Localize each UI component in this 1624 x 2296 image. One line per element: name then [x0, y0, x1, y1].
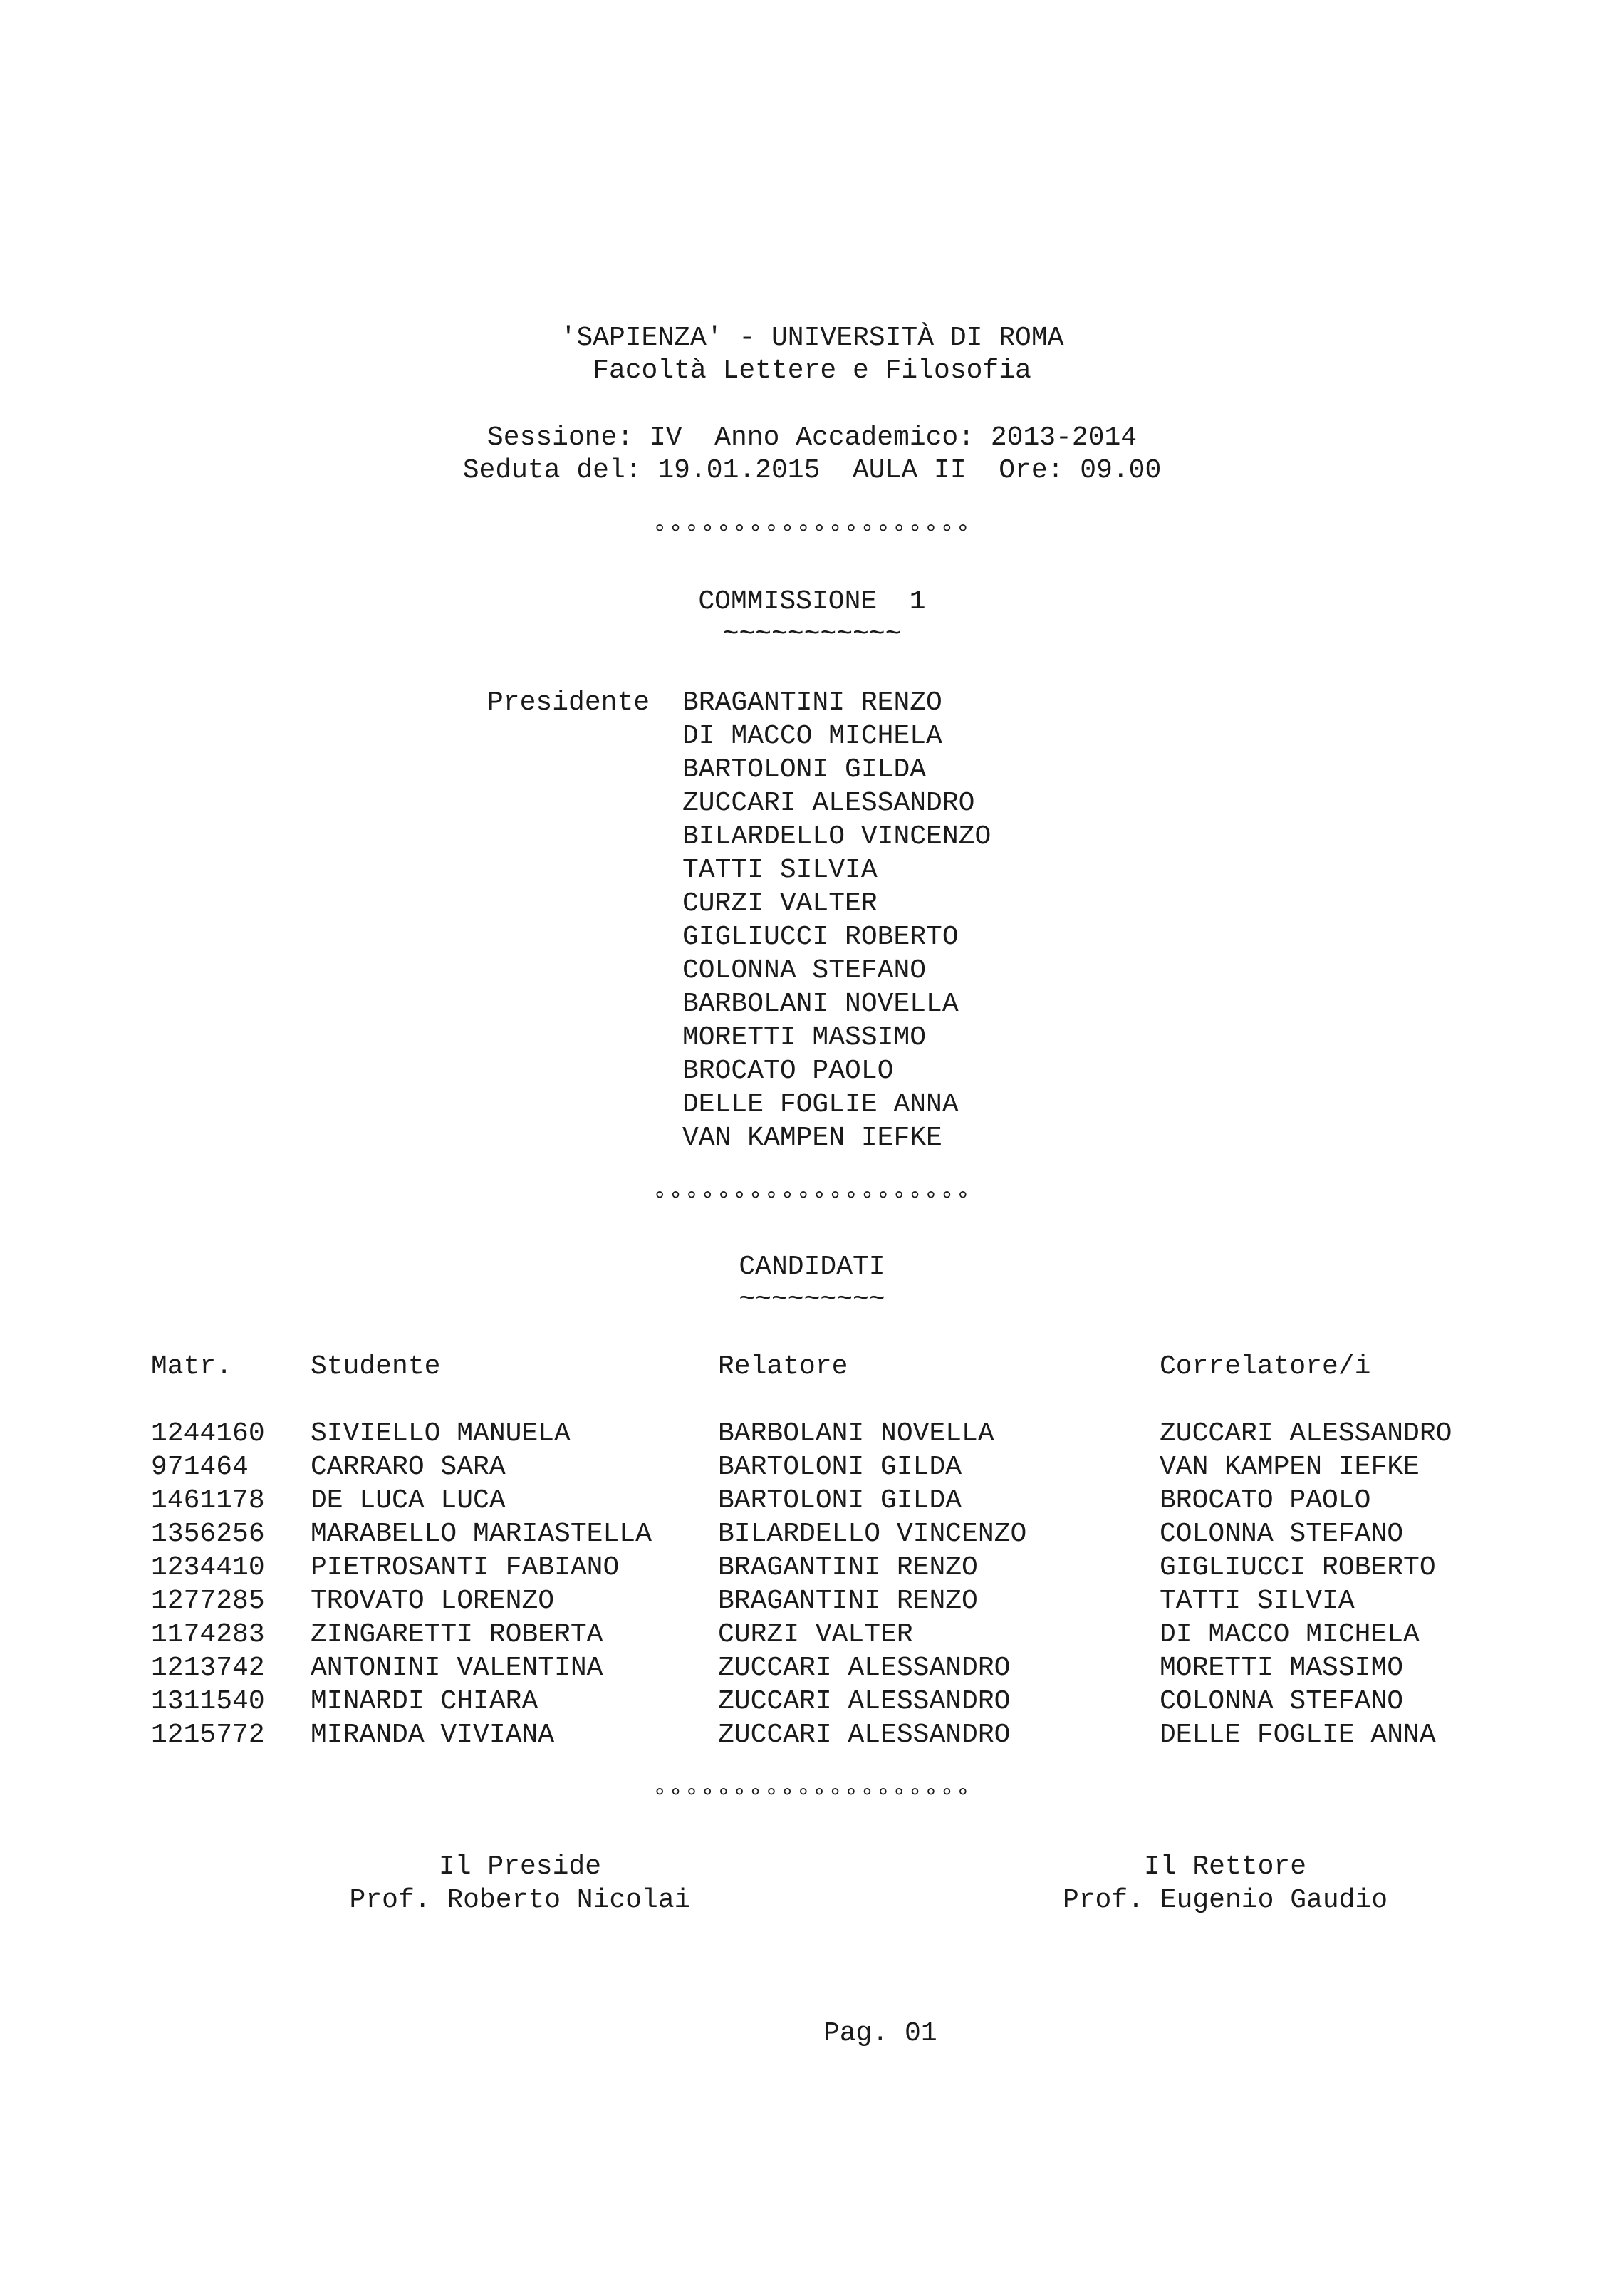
cell-student: CARRARO SARA [311, 1452, 506, 1482]
commission-member: CURZI VALTER [682, 888, 878, 919]
cell-advisor: BARTOLONI GILDA [718, 1452, 962, 1482]
cell-coadvisor: TATTI SILVIA [1160, 1586, 1355, 1616]
signature-right-name: Prof. Eugenio Gaudio [1062, 1885, 1388, 1916]
cell-coadvisor: COLONNA STEFANO [1160, 1686, 1404, 1717]
cell-student: ZINGARETTI ROBERTA [311, 1619, 603, 1650]
cell-coadvisor: ZUCCARI ALESSANDRO [1160, 1418, 1452, 1449]
faculty-title: Facoltà Lettere e Filosofia [593, 355, 1031, 386]
cell-student: SIVIELLO MANUELA [311, 1418, 571, 1449]
commission-member: ZUCCARI ALESSANDRO [682, 788, 975, 819]
cell-student: PIETROSANTI FABIANO [311, 1552, 620, 1583]
president-label: Presidente [487, 687, 650, 718]
cell-coadvisor: GIGLIUCCI ROBERTO [1160, 1552, 1436, 1583]
commission-member: DELLE FOGLIE ANNA [682, 1089, 959, 1120]
cell-coadvisor: DI MACCO MICHELA [1160, 1619, 1420, 1650]
cell-matr: 1461178 [151, 1485, 265, 1516]
candidates-title: CANDIDATI [739, 1252, 885, 1282]
cell-student: ANTONINI VALENTINA [311, 1653, 603, 1683]
university-title: 'SAPIENZA' - UNIVERSITÀ DI ROMA [560, 323, 1064, 353]
cell-coadvisor: DELLE FOGLIE ANNA [1160, 1720, 1436, 1750]
separator-3: °°°°°°°°°°°°°°°°°°°° [652, 1785, 972, 1812]
page-number: Pag. 01 [823, 2018, 937, 2049]
commission-member: VAN KAMPEN IEFKE [682, 1123, 942, 1153]
cell-coadvisor: MORETTI MASSIMO [1160, 1653, 1404, 1683]
cell-coadvisor: COLONNA STEFANO [1160, 1519, 1404, 1549]
commission-member: COLONNA STEFANO [682, 955, 927, 986]
column-header-student: Studente [311, 1351, 441, 1382]
commission-member: BROCATO PAOLO [682, 1056, 894, 1086]
cell-coadvisor: BROCATO PAOLO [1160, 1485, 1371, 1516]
commission-member: TATTI SILVIA [682, 855, 878, 885]
cell-advisor: BARBOLANI NOVELLA [718, 1418, 994, 1449]
commission-member: BRAGANTINI RENZO [682, 687, 942, 718]
cell-matr: 1174283 [151, 1619, 265, 1650]
cell-matr: 1213742 [151, 1653, 265, 1683]
signature-left-name: Prof. Roberto Nicolai [349, 1885, 691, 1916]
signature-right-role: Il Rettore [1143, 1851, 1307, 1882]
cell-student: MARABELLO MARIASTELLA [311, 1519, 652, 1549]
commission-member: MORETTI MASSIMO [682, 1022, 927, 1053]
cell-matr: 1234410 [151, 1552, 265, 1583]
commission-title: COMMISSIONE 1 [698, 586, 926, 617]
meeting-line: Seduta del: 19.01.2015 AULA II Ore: 09.00 [462, 455, 1162, 486]
cell-advisor: BRAGANTINI RENZO [718, 1586, 978, 1616]
cell-advisor: BRAGANTINI RENZO [718, 1552, 978, 1583]
cell-matr: 1244160 [151, 1418, 265, 1449]
cell-student: DE LUCA LUCA [311, 1485, 506, 1516]
commission-member: BARBOLANI NOVELLA [682, 989, 959, 1019]
cell-student: MIRANDA VIVIANA [311, 1720, 555, 1750]
cell-matr: 1215772 [151, 1720, 265, 1750]
commission-member: BILARDELLO VINCENZO [682, 821, 991, 852]
cell-advisor: BARTOLONI GILDA [718, 1485, 962, 1516]
column-header-advisor: Relatore [718, 1351, 848, 1382]
cell-student: MINARDI CHIARA [311, 1686, 538, 1717]
commission-member: GIGLIUCCI ROBERTO [682, 922, 959, 952]
column-header-coadvisor: Correlatore/i [1160, 1351, 1371, 1382]
cell-coadvisor: VAN KAMPEN IEFKE [1160, 1452, 1420, 1482]
session-line: Sessione: IV Anno Accademico: 2013-2014 [486, 422, 1138, 453]
candidates-underline: ~~~~~~~~~ [739, 1284, 885, 1315]
cell-advisor: BILARDELLO VINCENZO [718, 1519, 1027, 1549]
column-header-matr: Matr. [151, 1351, 233, 1382]
cell-student: TROVATO LORENZO [311, 1586, 555, 1616]
separator-1: °°°°°°°°°°°°°°°°°°°° [652, 521, 972, 549]
cell-advisor: ZUCCARI ALESSANDRO [718, 1653, 1011, 1683]
cell-matr: 1356256 [151, 1519, 265, 1549]
cell-matr: 971464 [151, 1452, 249, 1482]
cell-advisor: CURZI VALTER [718, 1619, 913, 1650]
cell-advisor: ZUCCARI ALESSANDRO [718, 1686, 1011, 1717]
signature-left-role: Il Preside [438, 1851, 602, 1882]
cell-matr: 1311540 [151, 1686, 265, 1717]
commission-member: BARTOLONI GILDA [682, 754, 927, 785]
commission-member: DI MACCO MICHELA [682, 721, 942, 752]
commission-underline: ~~~~~~~~~~~ [722, 619, 902, 650]
cell-matr: 1277285 [151, 1586, 265, 1616]
cell-advisor: ZUCCARI ALESSANDRO [718, 1720, 1011, 1750]
separator-2: °°°°°°°°°°°°°°°°°°°° [652, 1188, 972, 1215]
